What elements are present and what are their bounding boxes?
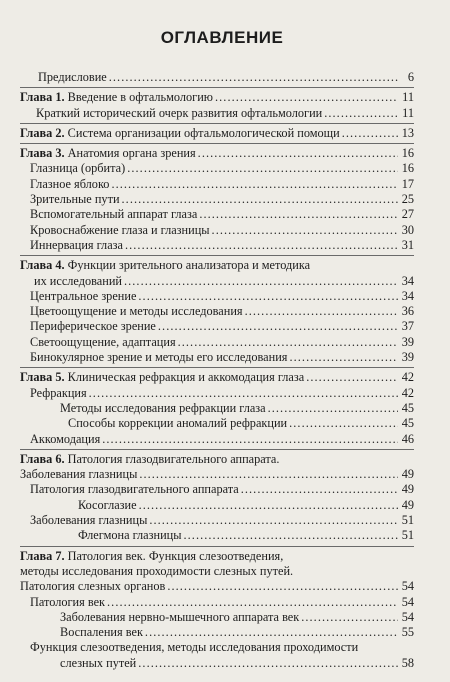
toc-entry-chapter-6	[20, 452, 414, 467]
toc-entry	[20, 319, 414, 334]
toc-entry	[20, 350, 414, 365]
toc-entry	[20, 432, 414, 447]
toc-entry	[20, 401, 414, 416]
entry-label: Периферическое зрение	[30, 319, 156, 334]
entry-page: 37	[401, 319, 414, 334]
entry-page: 31	[401, 237, 414, 252]
entry-label: Иннервация глаза	[30, 237, 123, 252]
toc-entry-chapter-4	[20, 258, 414, 273]
entry-page: 34	[401, 288, 414, 303]
entry-page: 42	[401, 385, 414, 400]
entry-page: 51	[401, 513, 414, 528]
entry-label: методы исследования проходимости слезных путей.	[20, 563, 294, 578]
entry-page: 25	[401, 192, 414, 207]
entry-page: 45	[401, 416, 414, 431]
page-title: ОГЛАВЛЕНИЕ	[160, 28, 284, 47]
entry-label: Аккомодация	[30, 431, 101, 446]
entry-label: Воспаления век	[60, 625, 143, 640]
toc-entry	[20, 579, 414, 594]
toc-entry	[20, 238, 414, 253]
toc-entry	[20, 207, 414, 222]
chapter-number: Глава 4.	[20, 258, 65, 273]
toc-entry	[20, 595, 414, 610]
chapter-number: Глава 3.	[20, 146, 65, 161]
entry-page: 58	[401, 655, 414, 670]
entry-label: Вспомогательный аппарат глаза	[30, 207, 198, 222]
entry-label: Заболевания глазницы	[30, 513, 148, 528]
entry-page: 27	[401, 207, 414, 222]
toc-entry	[20, 416, 414, 431]
entry-page: 6	[407, 70, 414, 84]
entry-label: Патология век	[30, 594, 106, 609]
toc-entry	[20, 289, 414, 304]
entry-label: Методы исследования рефракции глаза	[60, 400, 266, 415]
entry-page: 42	[401, 370, 414, 385]
entry-page: 55	[401, 625, 414, 640]
entry-page: 49	[401, 467, 414, 482]
entry-page: 39	[401, 334, 414, 349]
toc-entry-chapter-2	[20, 126, 414, 141]
toc-entry-continuation	[20, 274, 414, 289]
entry-label: Патология слезных органов	[20, 579, 166, 594]
table-of-contents	[20, 70, 414, 671]
divider	[20, 87, 414, 88]
entry-label: Рефракция	[30, 385, 87, 400]
entry-label: Светоощущение, адаптация	[30, 334, 176, 349]
divider	[20, 546, 414, 547]
entry-label: Бинокулярное зрение и методы его исследования	[30, 350, 288, 365]
toc-entry-chapter-1	[20, 90, 414, 105]
toc-entry	[20, 223, 414, 238]
entry-page: 16	[401, 146, 414, 161]
entry-label: Заболевания глазницы	[20, 467, 138, 482]
entry-page: 16	[401, 161, 414, 176]
entry-label: Система организации офтальмологической помощи	[67, 125, 340, 140]
entry-page: 49	[401, 482, 414, 497]
entry-page: 39	[401, 350, 414, 365]
entry-label: Глазное яблоко	[30, 176, 110, 191]
entry-label: Патология век. Функция слезоотведения,	[67, 548, 284, 563]
entry-label: Косоглазие	[78, 497, 137, 512]
toc-entry-chapter-3	[20, 146, 414, 161]
entry-label: Функция слезоотведения, методы исследования проходимости	[30, 640, 359, 655]
toc-entry	[20, 177, 414, 192]
entry-page: 49	[401, 497, 414, 512]
entry-page: 51	[401, 528, 414, 543]
toc-entry	[20, 610, 414, 625]
chapter-number: Глава 5.	[20, 370, 65, 385]
toc-entry	[20, 386, 414, 401]
toc-entry	[20, 528, 414, 543]
entry-label: Заболевания нервно-мышечного аппарата век	[60, 609, 300, 624]
divider	[20, 449, 414, 450]
toc-entry	[20, 161, 414, 176]
toc-entry-chapter-5	[20, 370, 414, 385]
entry-page: 54	[401, 579, 414, 594]
entry-page: 30	[401, 222, 414, 237]
entry-page: 54	[401, 594, 414, 609]
entry-label: Функции зрительного анализатора и методика	[67, 258, 311, 273]
toc-entry	[20, 106, 414, 121]
divider	[20, 123, 414, 124]
entry-label: Введение в офтальмологию	[67, 90, 213, 105]
chapter-number: Глава 2.	[20, 125, 65, 140]
entry-page: 36	[401, 304, 414, 319]
toc-entry-continuation	[20, 656, 414, 671]
entry-label: Способы коррекции аномалий рефракции	[68, 416, 288, 431]
divider	[20, 367, 414, 368]
entry-label: Клиническая рефракция и аккомодация глаза	[67, 370, 305, 385]
toc-entry-continuation	[20, 564, 414, 579]
entry-page: 45	[401, 400, 414, 415]
entry-label: Центральное зрение	[30, 288, 137, 303]
entry-label: Зрительные пути	[30, 192, 120, 207]
divider	[20, 143, 414, 144]
entry-page: 11	[402, 105, 414, 120]
chapter-number: Глава 6.	[20, 451, 65, 466]
entry-page: 11	[402, 90, 414, 105]
entry-label: слезных путей	[60, 655, 137, 670]
entry-page: 54	[401, 609, 414, 624]
entry-label: их исследований	[34, 273, 122, 288]
divider	[20, 255, 414, 256]
entry-label: Цветоощущение и методы исследования	[30, 304, 243, 319]
toc-entry-chapter-7	[20, 549, 414, 564]
chapter-number: Глава 7.	[20, 548, 65, 563]
toc-entry	[20, 467, 414, 482]
toc-entry	[20, 335, 414, 350]
toc-entry	[20, 482, 414, 497]
entry-label: Флегмона глазницы	[78, 528, 182, 543]
toc-entry	[20, 513, 414, 528]
entry-label: Патология глазодвигательного аппарата.	[67, 451, 280, 466]
entry-label: Патология глазодвигательного аппарата	[30, 482, 239, 497]
entry-label: Кровоснабжение глаза и глазницы	[30, 222, 210, 237]
entry-page: 46	[401, 431, 414, 446]
toc-entry	[20, 625, 414, 640]
toc-entry	[20, 640, 414, 655]
entry-label: Анатомия органа зрения	[67, 146, 196, 161]
chapter-number: Глава 1.	[20, 90, 65, 105]
entry-page: 34	[401, 273, 414, 288]
entry-label: Краткий исторический очерк развития офтальмологии	[36, 105, 323, 120]
toc-entry	[20, 304, 414, 319]
entry-label: Предисловие	[38, 70, 107, 84]
toc-entry-preface	[20, 70, 414, 85]
toc-entry	[20, 192, 414, 207]
toc-entry	[20, 498, 414, 513]
entry-page: 17	[401, 176, 414, 191]
entry-label: Глазница (орбита)	[30, 161, 126, 176]
entry-page: 13	[401, 125, 414, 140]
